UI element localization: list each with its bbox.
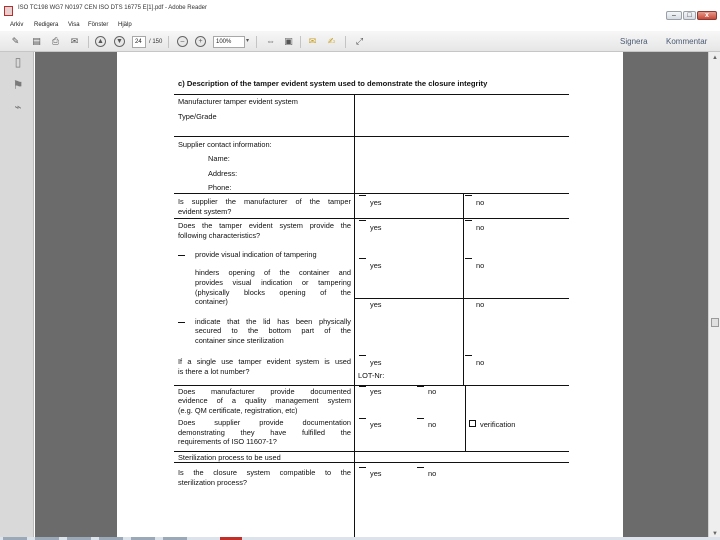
yes-label: yes <box>370 387 382 396</box>
question-supplier-manufacturer: Is supplier the manufacturer of the tamper <box>178 197 351 206</box>
scroll-down-arrow-icon[interactable]: ▼ <box>712 531 718 537</box>
yes-label: yes <box>370 469 382 478</box>
create-icon[interactable]: ✎ <box>11 36 20 46</box>
supplier-contact-heading: Supplier contact information: <box>178 140 272 149</box>
sterilization-heading: Sterilization process to be used <box>178 453 281 462</box>
no-label: no <box>428 387 437 396</box>
toolbar-separator <box>88 36 89 48</box>
question-quality-line: (e.g. QM certificate, registration, etc) <box>178 406 298 415</box>
question-documentation-line: requirements of ISO 11607-1? <box>178 437 277 446</box>
highlight-icon[interactable]: ✍ <box>327 36 336 46</box>
no-label: no <box>476 198 485 207</box>
zoom-level-select[interactable]: 100% <box>213 36 245 48</box>
supplier-name-label: Name: <box>208 154 230 163</box>
scrollbar-thumb[interactable] <box>711 318 719 327</box>
verification-checkbox[interactable] <box>469 420 476 427</box>
yes-checkline[interactable] <box>359 258 366 259</box>
menu-fonster[interactable]: Fönster <box>88 22 109 28</box>
no-checkline[interactable] <box>465 355 472 356</box>
title-bar <box>0 0 720 22</box>
minimize-button[interactable]: – <box>666 11 682 20</box>
question-lot-number-cont: is there a lot number? <box>178 367 250 376</box>
document-viewport[interactable] <box>35 52 708 540</box>
yes-checkline[interactable] <box>359 355 366 356</box>
pdf-page <box>117 52 623 540</box>
list-dash <box>178 322 185 323</box>
table-rule <box>174 193 569 194</box>
no-checkline[interactable] <box>465 220 472 221</box>
toolbar-separator <box>300 36 301 48</box>
no-checkline[interactable] <box>417 386 424 387</box>
expand-icon[interactable]: ⤢ <box>355 36 364 46</box>
question-characteristics-cont: following characteristics? <box>178 231 261 240</box>
menu-bar <box>0 22 720 31</box>
question-lot-number: If a single use tamper evident system is used <box>178 357 351 366</box>
question-quality-line: Does manufacturer provide documented <box>178 387 351 396</box>
yes-label: yes <box>370 358 382 367</box>
comment-panel-link[interactable]: Kommentar <box>666 37 708 46</box>
yes-checkline[interactable] <box>359 195 366 196</box>
table-rule <box>174 218 569 219</box>
toolbar-separator <box>168 36 169 48</box>
item-hinders-line: hinders opening of the container and <box>195 268 351 277</box>
question-quality-line: evidence of a quality management system <box>178 396 351 405</box>
yes-checkline[interactable] <box>359 418 366 419</box>
no-label: no <box>428 420 437 429</box>
next-page-icon[interactable]: ▼ <box>114 36 125 47</box>
vertical-scrollbar[interactable] <box>708 52 720 540</box>
no-checkline[interactable] <box>417 467 424 468</box>
toolbar-separator <box>256 36 257 48</box>
question-compatible-cont: sterilization process? <box>178 478 248 487</box>
no-checkline[interactable] <box>465 258 472 259</box>
item-lid-line: container since sterilization <box>195 336 284 345</box>
save-icon[interactable]: ▤ <box>32 36 41 46</box>
supplier-address-label: Address: <box>208 169 238 178</box>
scroll-up-arrow-icon[interactable]: ▲ <box>712 55 718 61</box>
item-hinders-line: container) <box>195 297 228 306</box>
list-dash <box>178 255 185 256</box>
table-rule <box>174 136 569 137</box>
menu-redigera[interactable]: Redigera <box>34 22 59 28</box>
question-compatible: Is the closure system compatible to the <box>178 468 351 477</box>
item-lid-line: secured to the bottom part of the <box>195 326 351 335</box>
fit-width-icon[interactable]: ⇔ <box>266 36 275 46</box>
yes-checkline[interactable] <box>359 386 366 387</box>
window-title: ISO TC198 WG7 N0197 CEN ISO DTS 16775 E[1].pdf - Adobe Reader <box>18 5 207 11</box>
page-number-input[interactable]: 24 <box>132 36 146 48</box>
type-grade-label: Type/Grade <box>178 112 217 121</box>
lot-number-label: LOT-Nr: <box>358 371 385 380</box>
manufacturer-label: Manufacturer tamper evident system <box>178 97 298 106</box>
table-rule <box>174 451 569 452</box>
attachments-icon[interactable]: ⌁ <box>14 100 22 114</box>
toolbar-separator <box>345 36 346 48</box>
page-total-label: / 150 <box>149 39 163 45</box>
comment-note-icon[interactable]: ✉ <box>308 36 317 46</box>
print-icon[interactable]: ⎙ <box>51 36 60 46</box>
menu-hjalp[interactable]: Hjälp <box>118 22 132 28</box>
bookmarks-icon[interactable]: ⚑ <box>12 78 24 92</box>
item-visual-indication: provide visual indication of tampering <box>195 250 317 259</box>
question-documentation-line: Does supplier provide documentation <box>178 418 351 427</box>
navigation-pane <box>0 52 34 540</box>
pdf-app-icon <box>4 6 13 16</box>
fit-page-icon[interactable]: ▣ <box>284 36 293 46</box>
toolbar <box>0 31 720 52</box>
no-checkline[interactable] <box>417 418 424 419</box>
sign-panel-link[interactable]: Signera <box>620 37 648 46</box>
table-divider <box>465 385 466 451</box>
yes-label: yes <box>370 261 382 270</box>
table-rule <box>354 298 569 299</box>
menu-arkiv[interactable]: Arkiv <box>10 22 24 28</box>
yes-label: yes <box>370 300 382 309</box>
item-hinders-line: (physically blocks opening of the <box>195 288 351 297</box>
table-divider <box>463 193 464 385</box>
no-label: no <box>476 358 485 367</box>
table-rule <box>174 385 569 386</box>
yes-label: yes <box>370 420 382 429</box>
no-label: no <box>476 261 485 270</box>
verification-label: verification <box>480 420 516 429</box>
yes-label: yes <box>370 223 382 232</box>
question-characteristics: Does the tamper evident system provide the <box>178 221 351 230</box>
supplier-phone-label: Phone: <box>208 183 232 192</box>
zoom-out-icon[interactable]: – <box>177 36 188 47</box>
no-label: no <box>476 300 485 309</box>
yes-checkline[interactable] <box>359 220 366 221</box>
item-lid-line: indicate that the lid has been physically <box>195 317 351 326</box>
table-rule <box>174 94 569 95</box>
email-icon[interactable]: ✉ <box>70 36 79 46</box>
no-label: no <box>428 469 437 478</box>
section-heading: c) Description of the tamper evident system used to demonstrate the closure integrity <box>178 79 488 88</box>
previous-page-icon[interactable]: ▲ <box>95 36 106 47</box>
table-divider <box>354 94 355 538</box>
table-rule <box>174 462 569 463</box>
item-hinders-line: provides visual indication or tampering <box>195 278 351 287</box>
page-thumbnails-icon[interactable]: ▯ <box>14 55 22 69</box>
no-label: no <box>476 223 485 232</box>
question-supplier-manufacturer-cont: evident system? <box>178 207 232 216</box>
question-documentation-line: demonstrating they have fulfilled the <box>178 428 351 437</box>
zoom-dropdown-icon[interactable]: ▾ <box>245 38 249 44</box>
yes-label: yes <box>370 198 382 207</box>
yes-checkline[interactable] <box>359 467 366 468</box>
zoom-in-icon[interactable]: + <box>195 36 206 47</box>
maximize-button[interactable]: □ <box>683 11 696 20</box>
no-checkline[interactable] <box>465 195 472 196</box>
menu-visa[interactable]: Visa <box>68 22 80 28</box>
close-button[interactable]: x <box>697 11 717 20</box>
